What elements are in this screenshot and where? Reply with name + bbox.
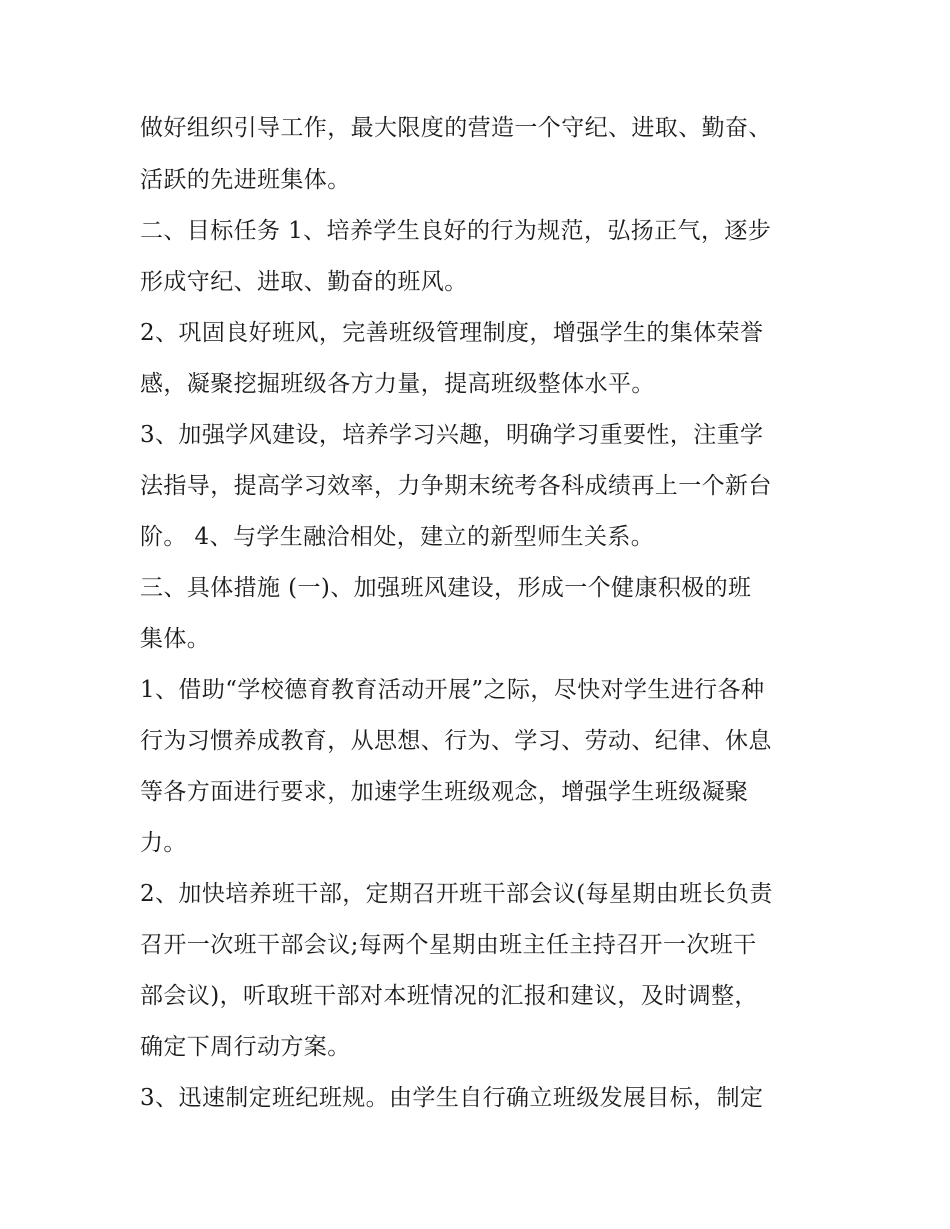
text-line: 活跃的先进班集体。	[140, 167, 351, 193]
text-line: 3、迅速制定班纪班规。由学生自行确立班级发展目标，制定	[140, 1085, 764, 1111]
text-line: 阶。 4、与学生融洽相处，建立的新型师生关系。	[140, 524, 655, 550]
text-line: 做好组织引导工作，最大限度的营造一个守纪、进取、勤奋、	[140, 115, 772, 141]
text-line: 二、目标任务 1、培养学生良好的行为规范，弘扬正气，逐步	[140, 218, 772, 244]
text-line: 三、具体措施 (一)、加强班风建设，形成一个健康积极的班	[140, 575, 752, 601]
text-line: 1、借助“学校德育教育活动开展”之际，尽快对学生进行各种	[140, 677, 765, 703]
text-line: 感，凝聚挖掘班级各方力量，提高班级整体水平。	[140, 371, 655, 397]
text-line: 法指导，提高学习效率，力争期末统考各科成绩再上一个新台	[140, 473, 772, 499]
text-line: 召开一次班干部会议;每两个星期由班主任主持召开一次班干	[140, 932, 757, 958]
text-line: 2、巩固良好班风，完善班级管理制度，增强学生的集体荣誉	[140, 320, 764, 346]
text-line: 3、加强学风建设，培养学习兴趣，明确学习重要性，注重学	[140, 422, 764, 448]
text-line: 力。	[140, 830, 187, 856]
text-line: 确定下周行动方案。	[140, 1034, 351, 1060]
text-line: 部会议)，听取班干部对本班情况的汇报和建议，及时调整，	[140, 983, 758, 1009]
text-line: 等各方面进行要求，加速学生班级观念，增强学生班级凝聚	[140, 779, 749, 805]
text-line: 形成守纪、进取、勤奋的班风。	[140, 269, 468, 295]
text-line: 行为习惯养成教育，从思想、行为、学习、劳动、纪律、休息	[140, 728, 772, 754]
text-line: 集体。	[140, 626, 211, 652]
text-line: 2、加快培养班干部，定期召开班干部会议(每星期由班长负责	[140, 881, 773, 907]
